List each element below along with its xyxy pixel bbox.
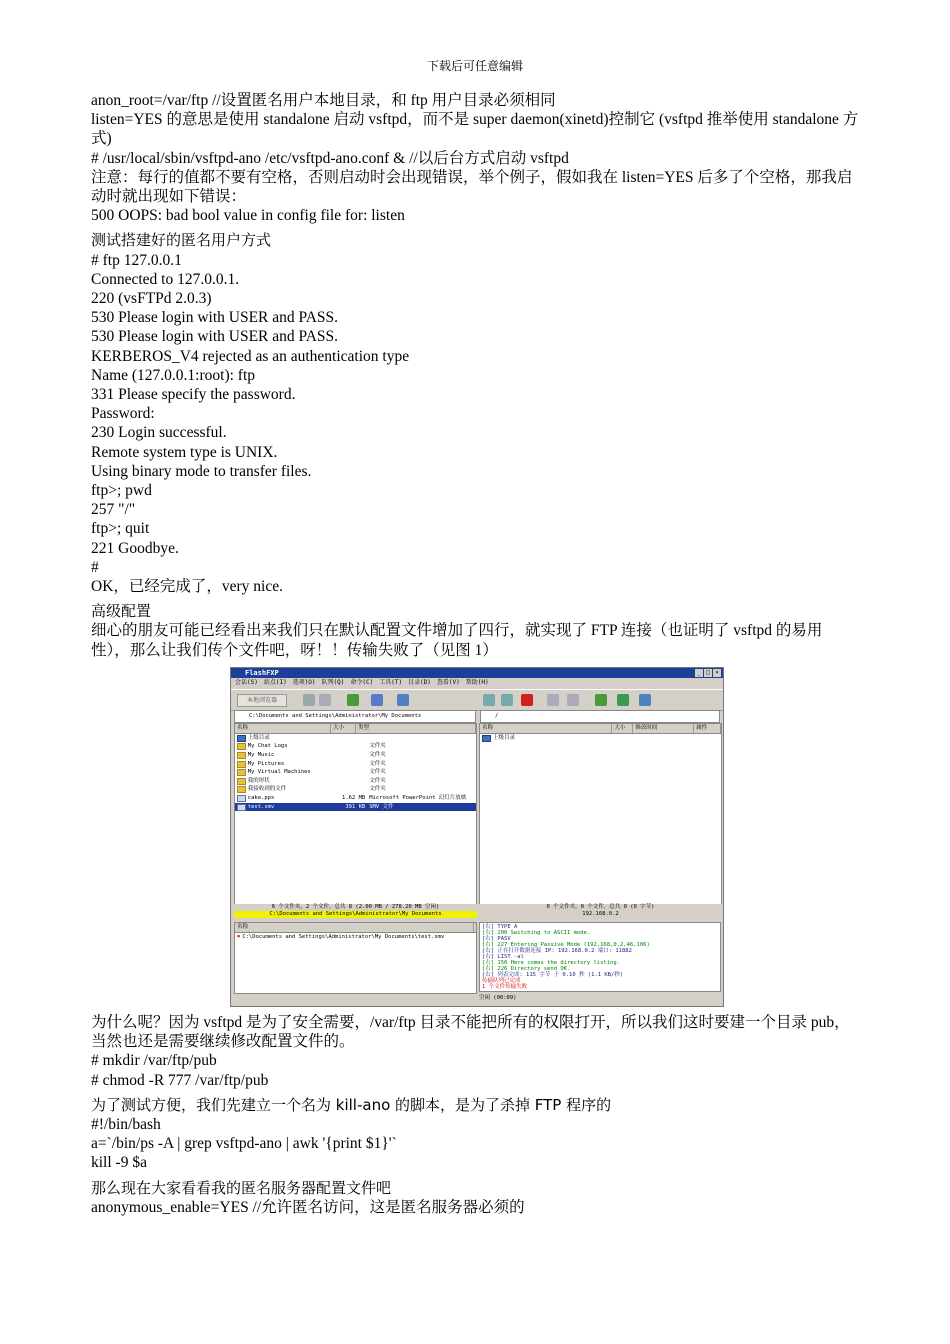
file-name: 我接收到的文件 [247,786,287,793]
col-modified[interactable]: 修改时间 [633,724,694,733]
local-browser-button[interactable]: 本地浏览器 [237,694,287,707]
session-line: 230 Login successful. [91,424,227,442]
remote-file-pane [479,723,722,905]
session-line: KERBEROS_V4 rejected as an authentication type [91,347,410,365]
file-type: 文件夹 [369,743,386,750]
session-line: Password: [91,405,155,423]
connect-icon[interactable] [483,694,495,706]
file-type [369,734,476,743]
script-line: a=`/bin/ps -A | grep vsftpd-ano | awk '{print $1}'` [91,1135,397,1153]
list-item[interactable] [235,803,476,812]
file-name: test.smv [247,803,275,810]
col-name[interactable]: 名称 [235,923,474,932]
file-type: 文件夹 [369,786,386,793]
script-line: #!/bin/bash [91,1115,161,1133]
folder-icon [237,743,246,750]
local-column-header [235,724,476,734]
text-line: 注意：每行的值都不要有空格，否则启动时会出现错误，举个例子，假如我在 listen=YES 后多了个空格，那我启动时就出现如下错误： [91,168,853,206]
file-name: My Chat Logs [247,743,288,750]
file-type: Microsoft PowerPoint 幻灯片放映 [369,795,467,802]
transfer-remote-icon[interactable] [567,694,579,706]
local-status-path: C:\Documents and Settings\Administrator\My Documents [234,911,477,918]
file-icon [237,804,246,811]
remote-column-header [480,724,721,734]
file-type: 文件夹 [369,777,386,784]
session-line: 220 (vsFTPd 2.0.3) [91,290,212,308]
menu-item[interactable]: 命令(C) [350,678,374,686]
toolbar [231,689,723,711]
menu-item[interactable]: 工具(T) [379,678,403,686]
col-attr[interactable]: 属性 [694,724,721,733]
list-item[interactable] [235,751,476,760]
file-size [328,777,369,786]
menu-item[interactable]: 站点(I) [263,678,287,686]
abort-icon[interactable] [521,694,533,706]
menu-bar [231,678,723,688]
log-line: [右] LIST -al [482,953,524,960]
left-path-field[interactable]: C:\Documents and Settings\Administrator\My Documents [234,710,476,723]
menu-item[interactable]: 选项(O) [292,678,316,686]
document-body [91,91,861,1217]
log-line: [右] 列表完成: 115 字节 于 0.10 秒 (1.1 KB/秒) [482,971,624,978]
list-item[interactable] [235,777,476,786]
log-line: 传输队列已完成 [482,977,521,984]
section-heading-config: 那么现在大家看看我的匿名服务器配置文件吧 [91,1178,392,1197]
folder-icon [237,769,246,776]
session-line: 221 Goodbye. [91,539,179,557]
ftp-session-block [91,251,861,597]
menu-item[interactable]: 目录(D) [408,678,431,686]
queue-item-path: C:\Documents and Settings\Administrator\My Documents\test.smv [242,933,445,940]
file-name: My Pictures [247,760,285,767]
session-line: 257 "/" [91,501,136,519]
section-heading-kill: 为了测试方便，我们先建立一个名为 kill-ano 的脚本，是为了杀掉 FTP 程序的 [91,1095,612,1114]
advanced-paragraph: 细心的朋友可能已经看出来我们只在默认配置文件增加了四行，就实现了 FTP 连接（也证明了 vsftpd 的易用性），那么让我们传个文件吧，呀！！传输失败了（见图 1） [91,622,823,659]
session-line: 530 Please login with USER and PASS. [91,328,339,346]
text-line: # /usr/local/sbin/vsftpd-ano /etc/vsftpd-ano.conf & //以后台方式启动 vsftpd [91,149,569,167]
queue-pane [234,922,477,994]
file-size [328,742,369,751]
log-line: [右] TYPE A [482,923,518,930]
file-size: 1.62 MB [342,795,366,802]
file-size: 391 KB [345,803,366,810]
col-size[interactable]: 大小 [612,724,633,733]
log-line: [右] 226 Directory send OK. [482,965,571,972]
queue-icon[interactable] [371,694,383,706]
log-line: 1 个文件传输失败 [482,983,528,990]
log-line: [右] 200 Switching to ASCII mode. [482,929,591,936]
log-line: [右] PASV [482,935,511,942]
script-line: kill -9 $a [91,1154,147,1172]
refresh-remote-icon[interactable] [595,694,607,706]
window-controls [695,669,721,677]
remote-status-host: 192.168.0.2 [582,910,619,917]
transfer-icon[interactable] [319,694,331,706]
status-log [479,922,721,992]
session-line: Name (127.0.0.1:root): ftp [91,366,256,384]
session-line: ftp>; quit [91,520,150,538]
folder-up-icon [237,735,246,742]
file-name: 上级目录 [493,734,516,741]
text-line: listen=YES 的意思是使用 standalone 启动 vsftpd，而不是 super daemon(xinetd)控制它 (vsftpd 推举使用 standalone 方式) [91,111,859,148]
folder-icon [237,761,246,768]
list-item[interactable] [235,768,476,777]
folder-icon [237,786,246,793]
col-type[interactable]: 类型 [356,724,476,733]
command-line: # chmod -R 777 /var/ftp/pub [91,1071,269,1089]
page-header: 下载后可任意编辑 [426,59,523,73]
queue-column-header [235,923,476,933]
session-line: # ftp 127.0.0.1 [91,251,182,269]
col-size[interactable]: 大小 [331,724,356,733]
file-name: My Virtual Machines [247,769,311,776]
why-paragraph: 为什么呢？因为 vsftpd 是为了安全需要，/var/ftp 目录不能把所有的权限打开，所以我们这时要建一个目录 pub，当然也还是需要继续修改配置文件的。 [91,1013,850,1051]
file-size [328,760,369,769]
local-file-list [235,734,476,811]
session-line: ftp>; pwd [91,482,152,500]
text-line: anon_root=/var/ftp //设置匿名用户本地目录，和 ftp 用户目录必须相同 [91,92,556,109]
disconnect-icon[interactable] [501,694,513,706]
local-file-pane [234,723,477,905]
list-item[interactable] [235,742,476,751]
menu-item[interactable]: 队列(Q) [321,678,345,686]
log-line: [右] 227 Entering Passive Mode (192,168,0,2,46,106) [482,941,650,948]
menu-item[interactable]: 帮助(H) [465,678,489,686]
file-size [328,768,369,777]
session-line: # [91,558,99,576]
local-status-text: 6 个文件夹，2 个文件，总共 8 (2.00 MB / 278.20 MB 空闲) [271,903,440,910]
file-type: 文件夹 [369,760,386,767]
maximize-icon[interactable]: □ [704,669,712,677]
folder-icon [237,778,246,785]
file-name: 上级目录 [247,734,270,741]
flashfxp-screenshot-figure [230,667,724,1007]
minimize-icon[interactable]: _ [695,669,703,677]
view-icon[interactable] [397,694,409,706]
idle-status: 空闲 (00:09) [479,995,579,1003]
list-item[interactable] [235,734,476,743]
window-titlebar: FlashFXP [231,668,723,678]
file-name: My Music [247,752,275,759]
list-item[interactable] [235,785,476,794]
menu-item[interactable]: 查看(V) [436,678,460,686]
session-line: OK，已经完成了，very nice. [91,578,283,596]
section-heading-advanced: 高级配置 [91,602,152,621]
session-line: Remote system type is UNIX. [91,443,278,461]
log-line: [右] 150 Here comes the directory listing. [482,959,620,966]
section-heading-test: 测试搭建好的匿名用户方式 [91,231,272,250]
col-name[interactable]: 名称 [480,724,612,733]
list-item[interactable] [235,760,476,769]
list-item[interactable] [480,734,721,743]
file-name: cake.pps [247,795,275,802]
error-x-icon: ✖ [237,933,241,940]
local-status [234,904,477,920]
session-line: Connected to 127.0.0.1. [91,270,240,288]
file-type: SMV 文件 [369,803,394,810]
file-type: 文件夹 [369,769,386,776]
refresh-icon[interactable] [347,694,359,706]
queue-item[interactable] [235,933,476,942]
reload-icon[interactable] [617,694,629,706]
file-icon [237,795,246,802]
close-icon[interactable]: × [713,669,721,677]
file-type: 文件夹 [369,752,386,759]
log-line: [右] 正在打开数据连接 IP: 192.168.0.2 端口: 11882 [482,947,632,954]
col-name[interactable]: 名称 [235,724,331,733]
file-size [328,785,369,794]
right-path-field[interactable]: / [480,710,720,723]
remote-status [479,904,722,920]
folder-up-icon [482,735,491,742]
session-line: Using binary mode to transfer files. [91,462,312,480]
folder-icon [237,752,246,759]
menu-item[interactable]: 会话(S) [235,678,258,686]
file-size [328,734,369,743]
file-name: 我的形状 [247,777,270,784]
session-line: 331 Please specify the password. [91,386,296,404]
text-line: 500 OOPS: bad bool value in config file for: listen [91,207,405,225]
file-size [328,751,369,760]
remote-status-text: 0 个文件夹，0 个文件，总共 0 (0 字节) [546,903,655,910]
pause-icon[interactable] [303,694,315,706]
list-item[interactable] [235,794,476,803]
pause-remote-icon[interactable] [547,694,559,706]
session-line: 530 Please login with USER and PASS. [91,309,339,327]
config-line: anonymous_enable=YES //允许匿名访问，这是匿名服务器必须的 [91,1198,525,1216]
command-line: # mkdir /var/ftp/pub [91,1052,217,1070]
sync-icon[interactable] [639,694,651,706]
